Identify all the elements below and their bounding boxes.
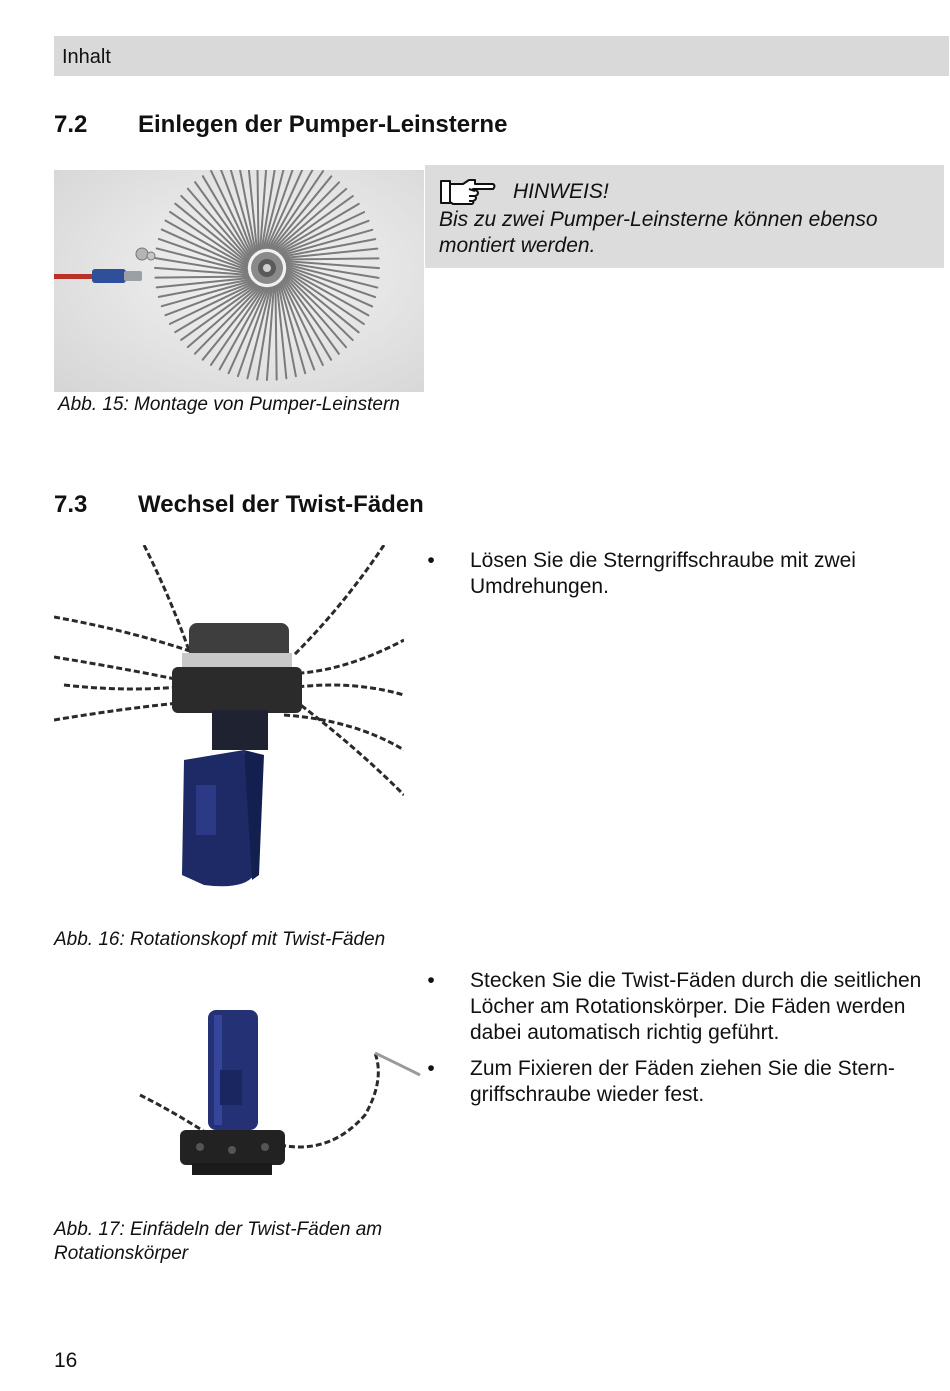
section-7-2-number: 7.2 (54, 111, 88, 138)
note-heading: HINWEIS! (513, 180, 609, 203)
leinstern-illustration (54, 170, 424, 392)
bullet-list-top (425, 548, 940, 610)
list-item (425, 1056, 940, 1108)
list-item-text: Lösen Sie die Sterngriffschraube mit zwei Umdrehungen. (470, 549, 856, 598)
section-7-2-title: Einlegen der Pumper-Leinsterne (138, 111, 508, 138)
list-item (425, 548, 940, 600)
bullet-mark: • (427, 969, 435, 992)
list-item-text: Stecken Sie die Twist-Fäden durch die seitlichen Löcher am Rotationskörper. Die Fäden werden dabei automatisch richtig geführt. (470, 969, 922, 1044)
figure-17-caption: Abb. 17: Einfädeln der Twist-Fäden am Rotationskörper (54, 1219, 383, 1264)
bullet-mark: • (427, 1057, 435, 1080)
section-7-3-number: 7.3 (54, 491, 88, 518)
section-7-2-heading (54, 111, 507, 139)
pointing-hand-icon (439, 177, 497, 207)
figure-17-einfaedeln-photo (130, 995, 425, 1185)
figure-15-leinstern-photo (54, 170, 424, 392)
note-box (425, 165, 944, 268)
figure-15-caption: Abb. 15: Montage von Pumper-Leinstern (58, 394, 400, 415)
header-bar (54, 36, 949, 76)
rotationskopf-illustration (54, 545, 404, 920)
bullet-mark: • (427, 549, 435, 572)
note-text: Bis zu zwei Pumper-Leinsterne können ebenso montiert werden. (439, 208, 878, 257)
einfaedeln-illustration (130, 995, 425, 1185)
figure-16-caption: Abb. 16: Rotationskopf mit Twist-Fäden (54, 929, 386, 950)
page-number: 16 (54, 1349, 78, 1372)
list-item-text: Zum Fixieren der Fäden ziehen Sie die Sterngriffschraube wieder fest. (470, 1057, 895, 1106)
header-title: Inhalt (62, 46, 111, 68)
section-7-3-heading (54, 491, 424, 519)
figure-16-rotationskopf-photo (54, 545, 404, 920)
bullet-list-bottom (425, 968, 940, 1118)
list-item (425, 968, 940, 1046)
section-7-3-title: Wechsel der Twist-Fäden (138, 491, 424, 518)
